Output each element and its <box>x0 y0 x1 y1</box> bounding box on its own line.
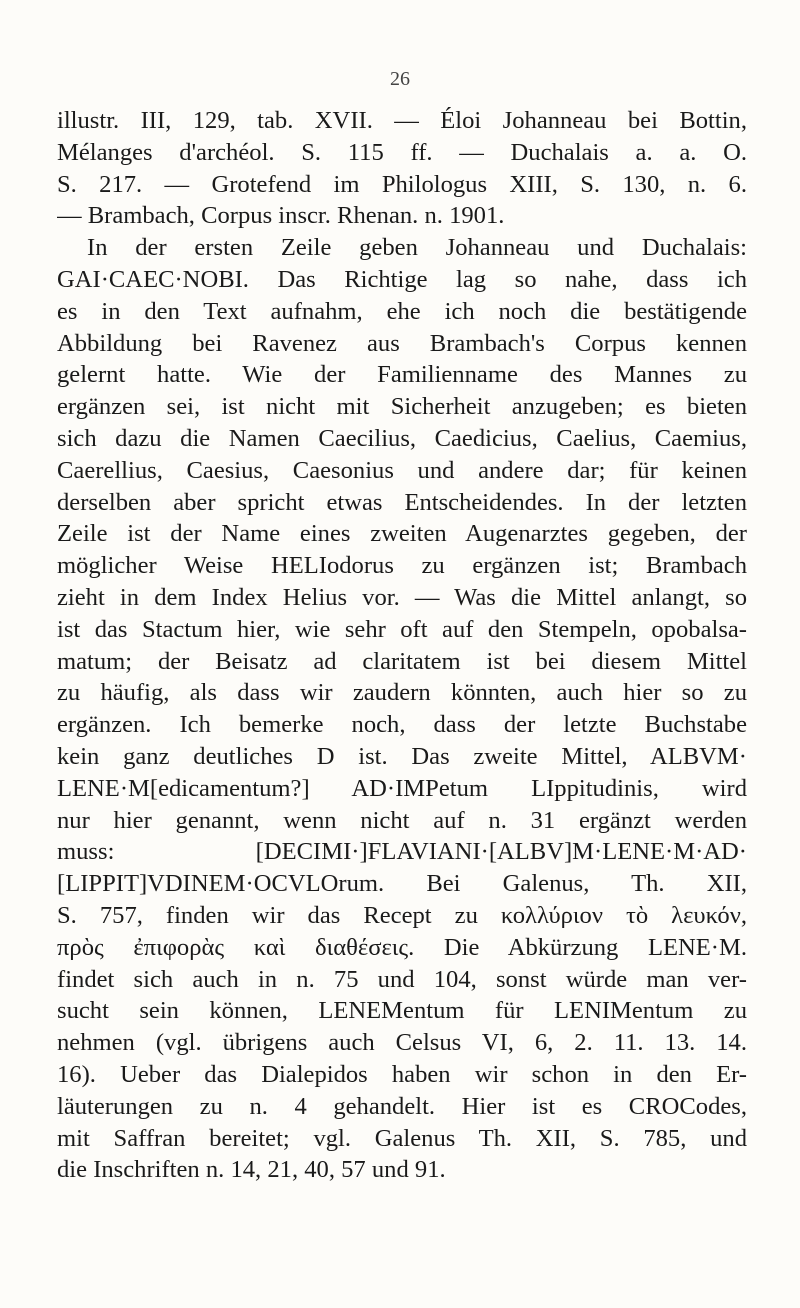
text-line: derselben aber spricht etwas Entscheidendes. In der letzten <box>57 488 747 516</box>
text-line: mit Saffran bereitet; vgl. Galenus Th. XII, S. 785, und <box>57 1124 747 1152</box>
text-line: matum; der Beisatz ad claritatem ist bei diesem Mittel <box>57 647 747 675</box>
text-line: gelernt hatte. Wie der Familienname des Mannes zu <box>57 361 747 389</box>
text-line: sucht sein können, LENEMentum für LENIMentum zu <box>57 997 747 1025</box>
text-line: Mélanges d'archéol. S. 115 ff. — Duchalais a. a. O. <box>57 138 747 166</box>
text-line: möglicher Weise HELIodorus zu ergänzen ist; Brambach <box>57 552 747 580</box>
text-line: — Brambach, Corpus inscr. Rhenan. n. 1901. <box>57 202 505 230</box>
text-line: LENE·M[edicamentum?] AD·IMPetum LIppitudinis, wird <box>57 774 747 802</box>
text-line: nur hier genannt, wenn nicht auf n. 31 ergänzt werden <box>57 806 747 834</box>
body-text <box>57 105 747 1186</box>
text-line: findet sich auch in n. 75 und 104, sonst würde man ver- <box>57 965 747 993</box>
text-line: zu häufig, als dass wir zaudern könnten, auch hier so zu <box>57 679 747 707</box>
text-line: läuterungen zu n. 4 gehandelt. Hier ist es CROCodes, <box>57 1092 747 1120</box>
text-line: sich dazu die Namen Caecilius, Caedicius, Caelius, Caemius, <box>57 424 747 452</box>
text-line: [LIPPIT]VDINEM·OCVLOrum. Bei Galenus, Th. XII, <box>57 870 747 898</box>
text-line: GAI·CAEC·NOBI. Das Richtige lag so nahe, dass ich <box>57 265 747 293</box>
text-line: S. 217. — Grotefend im Philologus XIII, S. 130, n. 6. <box>57 170 747 198</box>
text-line: nehmen (vgl. übrigens auch Celsus VI, 6, 2. 11. 13. 14. <box>57 1029 747 1057</box>
text-line: ergänzen. Ich bemerke noch, dass der letzte Buchstabe <box>57 711 747 739</box>
text-line: Abbildung bei Ravenez aus Brambach's Corpus kennen <box>57 329 747 357</box>
text-line: Zeile ist der Name eines zweiten Augenarztes gegeben, der <box>57 520 747 548</box>
text-line: ist das Stactum hier, wie sehr oft auf den Stempeln, opobalsa- <box>57 615 747 643</box>
text-line: Caerellius, Caesius, Caesonius und andere dar; für keinen <box>57 456 747 484</box>
text-line: muss: [DECIMI·]FLAVIANI·[ALBV]M·LENE·M·AD· <box>57 838 747 866</box>
text-line: zieht in dem Index Helius vor. — Was die Mittel anlangt, so <box>57 583 747 611</box>
text-line: 16). Ueber das Dialepidos haben wir schon in den Er- <box>57 1060 747 1088</box>
text-line: kein ganz deutliches D ist. Das zweite Mittel, ALBVM· <box>57 742 747 770</box>
text-line: die Inschriften n. 14, 21, 40, 57 und 91. <box>57 1156 446 1184</box>
text-line: πρὸς ἐπιφορὰς καὶ διαθέσεις. Die Abkürzung LENE·M. <box>57 933 747 961</box>
text-line: ergänzen sei, ist nicht mit Sicherheit anzugeben; es bieten <box>57 393 747 421</box>
page-number: 26 <box>390 68 410 90</box>
text-line: In der ersten Zeile geben Johanneau und Duchalais: <box>87 234 747 262</box>
text-line: illustr. III, 129, tab. XVII. — Éloi Johanneau bei Bottin, <box>57 107 747 134</box>
text-line: es in den Text aufnahm, ehe ich noch die bestätigende <box>57 297 747 325</box>
text-line: S. 757, finden wir das Recept zu κολλύριον τὸ λευκόν, <box>57 901 747 929</box>
